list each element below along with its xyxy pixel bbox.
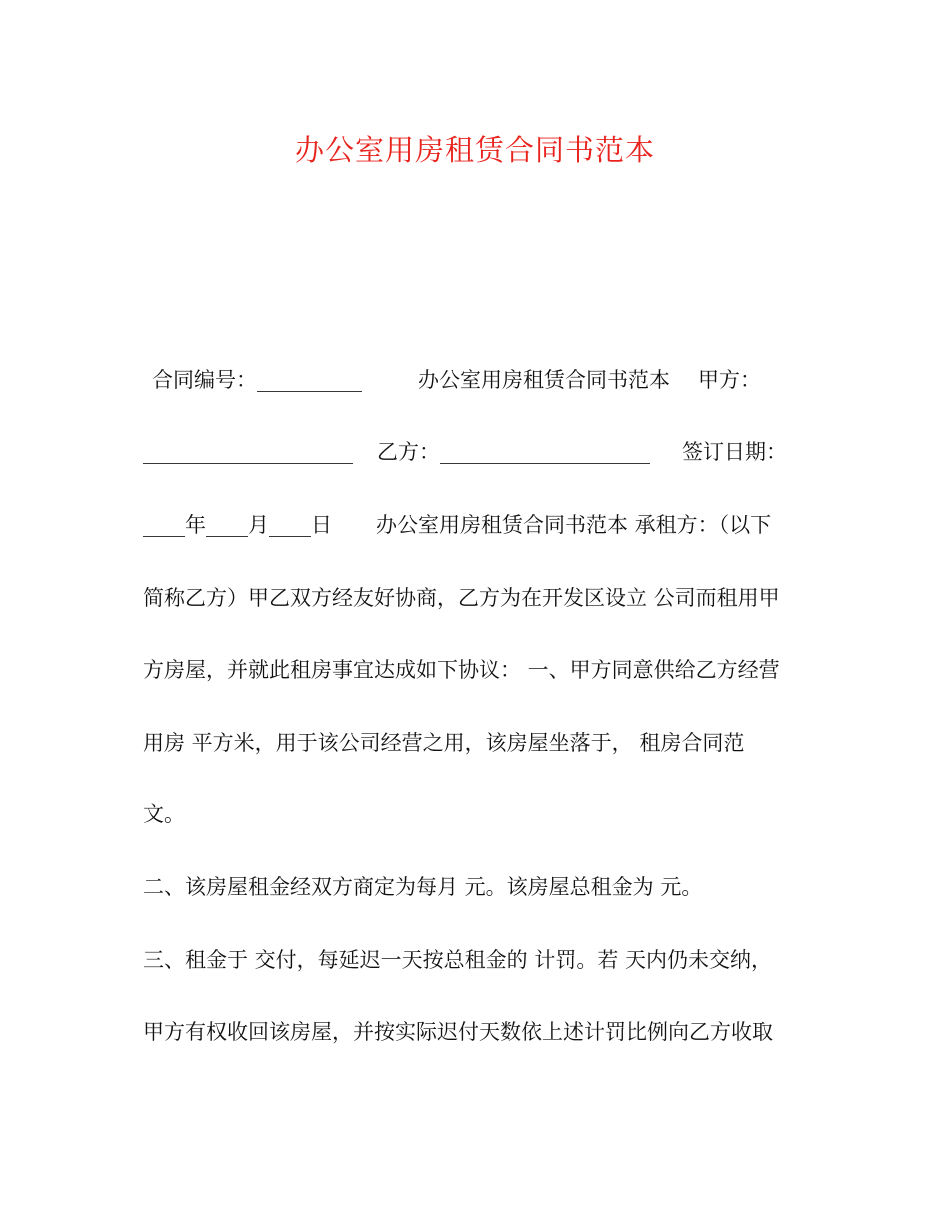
paragraph-text: 文。	[143, 802, 185, 826]
text-line-2	[143, 438, 803, 466]
text-line-1	[152, 366, 812, 394]
text-line-7	[143, 800, 803, 828]
text-line-5	[143, 656, 803, 684]
sign-date-blank: ____年____月____日	[143, 513, 332, 537]
text-line-8	[143, 873, 803, 901]
party-b-field: 乙方：____________________	[377, 440, 650, 464]
inline-title: 办公室用房租赁合同书范本	[418, 368, 670, 392]
party-a-label: 甲方：	[698, 368, 761, 392]
contract-number-field: 合同编号：__________	[152, 368, 362, 392]
paragraph-text: 简称乙方）甲乙双方经友好协商，乙方为在开发区设立 公司而租用甲	[143, 586, 780, 610]
paragraph-text: 甲方有权收回该房屋，并按实际迟付天数依上述计罚比例向乙方收取	[143, 1020, 773, 1044]
clause-three: 三、租金于 交付，每延迟一天按总租金的 计罚。若 天内仍未交纳，	[143, 948, 773, 972]
lessee-intro: 办公室用房租赁合同书范本 承租方：（以下	[376, 513, 772, 537]
text-line-10	[143, 1018, 803, 1046]
party-a-blank: ____________________	[143, 440, 353, 464]
text-line-3	[143, 511, 803, 539]
text-line-9	[143, 946, 803, 974]
sign-date-label: 签订日期：	[682, 440, 787, 464]
text-line-4	[143, 584, 803, 612]
clause-two: 二、该房屋租金经双方商定为每月 元。该房屋总租金为 元。	[143, 875, 703, 899]
paragraph-text: 用房 平方米，用于该公司经营之用，该房屋坐落于， 租房合同范	[143, 731, 745, 755]
document-title: 办公室用房租赁合同书范本	[294, 133, 655, 167]
text-line-6	[143, 729, 803, 757]
paragraph-text: 方房屋，并就此租房事宜达成如下协议： 一、甲方同意供给乙方经营	[143, 658, 780, 682]
